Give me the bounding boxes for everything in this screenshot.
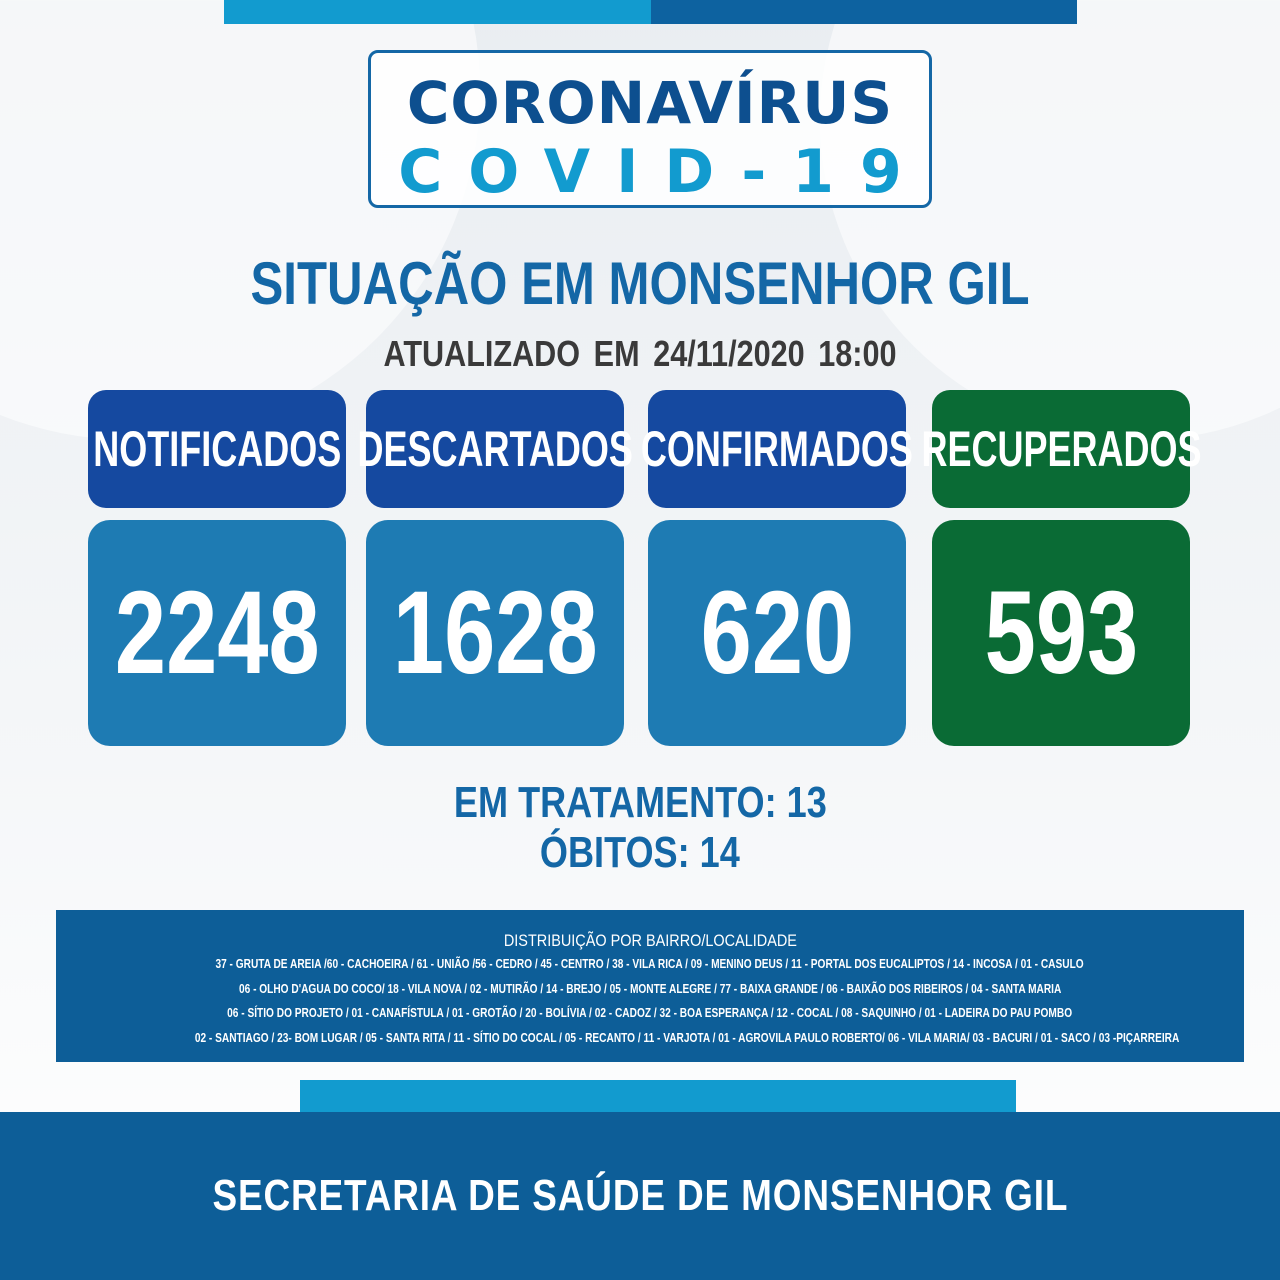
footer-banner [0,1112,1280,1280]
distribution-panel [56,910,1244,1062]
distribution-line: 06 - OLHO D'AGUA DO COCO/ 18 - VILA NOVA / 02 - MUTIRÃO / 14 - BREJO / 05 - MONTE ALEGRE / 77 - BAIXA GRANDE / 06 - BAIXÃO DOS RIBEIROS / 04 - SANTA MARIA [238,980,1062,996]
footer-text: SECRETARIA DE SAÚDE DE MONSENHOR GIL [212,1171,1068,1220]
card-label-recuperados: RECUPERADOS [932,390,1190,508]
in-treatment-count: EM TRATAMENTO: 13 [453,778,827,827]
distribution-line: 06 - SÍTIO DO PROJETO / 01 - CANAFÍSTULA / 01 - GROTÃO / 20 - BOLÍVIA / 02 - CADOZ / 32 - BOA ESPERANÇA / 12 - COCAL / 08 - SAQUINHO / 01 - LADEIRA DO PAU POMBO [227,1005,1073,1020]
distribution-line: 37 - GRUTA DE AREIA /60 - CACHOEIRA / 61 - UNIÃO /56 - CEDRO / 45 - CENTRO / 38 - VILA RICA / 09 - MENINO DEUS / 11 - PORTAL DOS EUCALIPTOS / 14 - INCOSA / 01 - CASULO [215,956,1085,971]
card-value-descartados: 1628 [366,520,624,746]
page-title: SITUAÇÃO EM MONSENHOR GIL [250,250,1030,317]
card-value-recuperados: 593 [932,520,1190,746]
covid-logo [368,50,932,208]
deaths-count: ÓBITOS: 14 [540,828,740,877]
card-label-notificados: NOTIFICADOS [88,390,346,508]
logo-line-coronavirus: CORONAVÍRUS [406,69,894,137]
bottom-accent-strip [300,1080,1016,1112]
top-accent-bar [224,0,1077,24]
card-label-descartados: DESCARTADOS [366,390,624,508]
distribution-heading: DISTRIBUIÇÃO POR BAIRRO/LOCALIDADE [503,931,797,950]
updated-timestamp: ATUALIZADO EM 24/11/2020 18:00 [383,333,897,374]
distribution-line: 02 - SANTIAGO / 23- BOM LUGAR / 05 - SANTA RITA / 11 - SÍTIO DO COCAL / 05 - RECANTO / 11 - VARJOTA / 01 - AGROVILA PAULO ROBERTO/ 06 - VILA MARIA/ 03 - BACURI / 01 - SACO / 03 -PIÇARREIRA [194,1029,1180,1045]
logo-line-covid19: COVID-19 [398,137,928,207]
card-label-confirmados: CONFIRMADOS [648,390,906,508]
card-value-notificados: 2248 [88,520,346,746]
card-value-confirmados: 620 [648,520,906,746]
